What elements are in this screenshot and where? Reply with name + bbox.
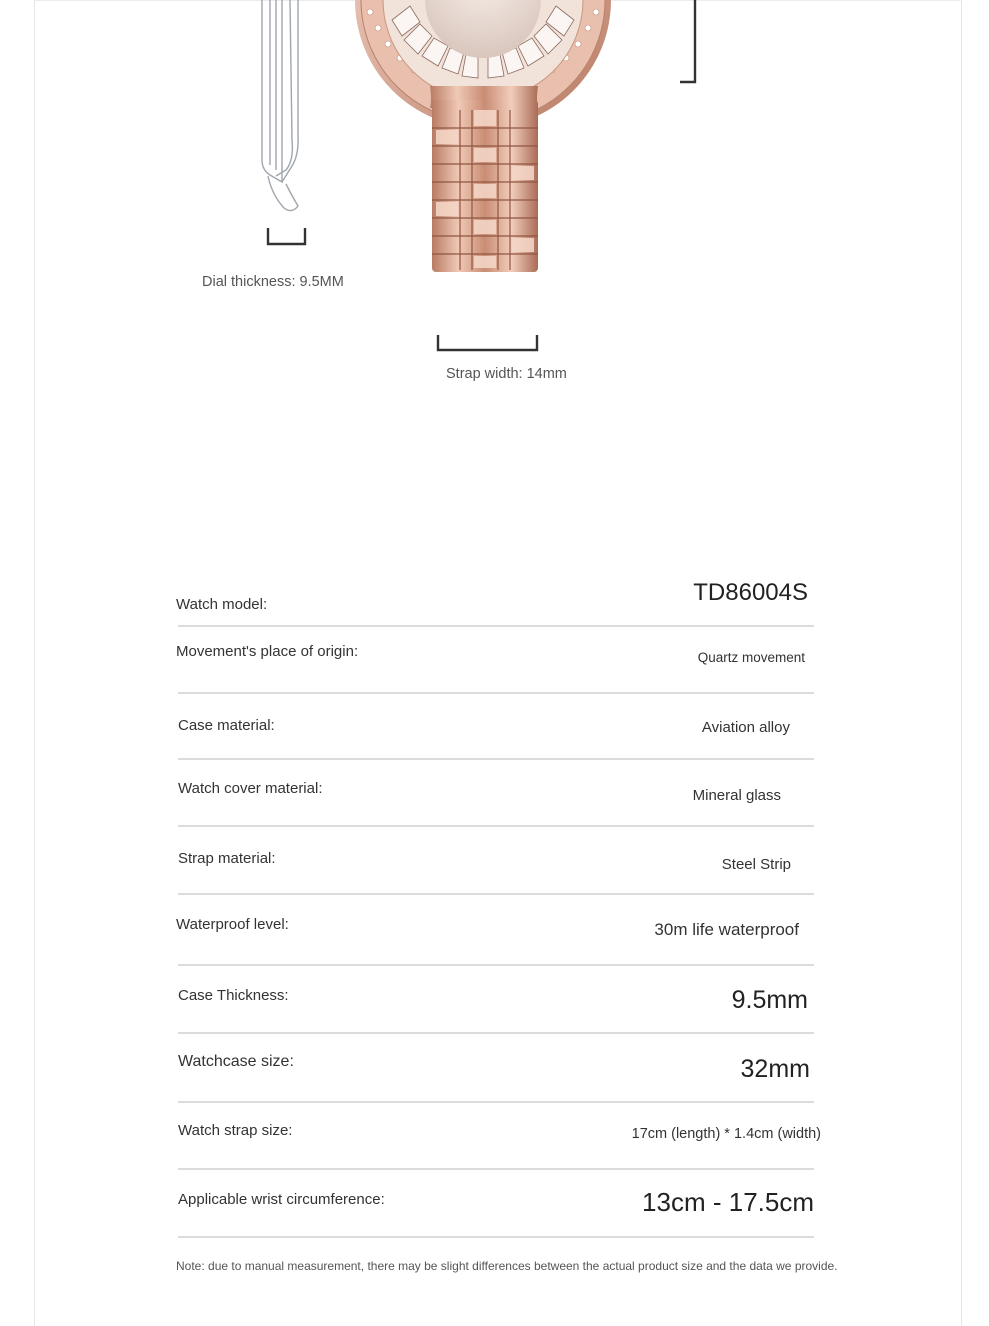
spec-label-case-thickness: Case Thickness: [178, 987, 289, 1004]
spec-divider [178, 1101, 814, 1103]
spec-divider [178, 964, 814, 966]
spec-value-watchcase-size: 32mm [740, 1055, 810, 1083]
spec-label-wrist-circumference: Applicable wrist circumference: [178, 1191, 385, 1208]
spec-value-waterproof: 30m life waterproof [654, 920, 799, 939]
spec-value-watch-model: TD86004S [693, 579, 808, 606]
bracelet [432, 100, 538, 272]
spec-value-cover-material: Mineral glass [692, 787, 781, 804]
spec-divider [178, 1168, 814, 1170]
strap-width-caption: Strap width: 14mm [446, 366, 567, 382]
spec-divider [178, 825, 814, 827]
spec-label-strap-size: Watch strap size: [178, 1122, 293, 1139]
spec-label-watchcase-size: Watchcase size: [178, 1053, 294, 1070]
spec-label-cover-material: Watch cover material: [178, 780, 323, 797]
spec-value-movement-origin: Quartz movement [697, 650, 805, 665]
thickness-bracket [268, 228, 305, 244]
spec-value-wrist-circumference: 13cm - 17.5cm [642, 1187, 814, 1217]
spec-label-waterproof: Waterproof level: [176, 916, 289, 933]
spec-value-case-material: Aviation alloy [701, 719, 790, 736]
spec-divider [178, 625, 814, 627]
spec-label-watch-model: Watch model: [176, 596, 268, 613]
spec-label-strap-material: Strap material: [178, 850, 276, 867]
spec-divider [178, 1032, 814, 1034]
dial-thickness-caption: Dial thickness: 9.5MM [202, 274, 344, 290]
spec-divider [178, 692, 814, 694]
spec-value-case-thickness: 9.5mm [731, 986, 808, 1014]
spec-label-case-material: Case material: [178, 717, 275, 734]
strap-width-bracket [438, 335, 537, 350]
side-profile-outline [262, 0, 298, 211]
watch-illustration-svg [0, 0, 989, 400]
spec-divider [178, 1236, 814, 1238]
case-size-bracket [680, 0, 695, 82]
spec-value-strap-size: 17cm (length) * 1.4cm (width) [631, 1126, 821, 1142]
spec-label-movement-origin: Movement's place of origin: [176, 643, 359, 660]
spec-divider [178, 758, 814, 760]
spec-value-strap-material: Steel Strip [721, 856, 791, 873]
watch-dimension-illustration [0, 0, 989, 400]
measurement-note: Note: due to manual measurement, there may be slight differences between the actual product size and the data we provide. [176, 1259, 838, 1273]
spec-divider [178, 893, 814, 895]
